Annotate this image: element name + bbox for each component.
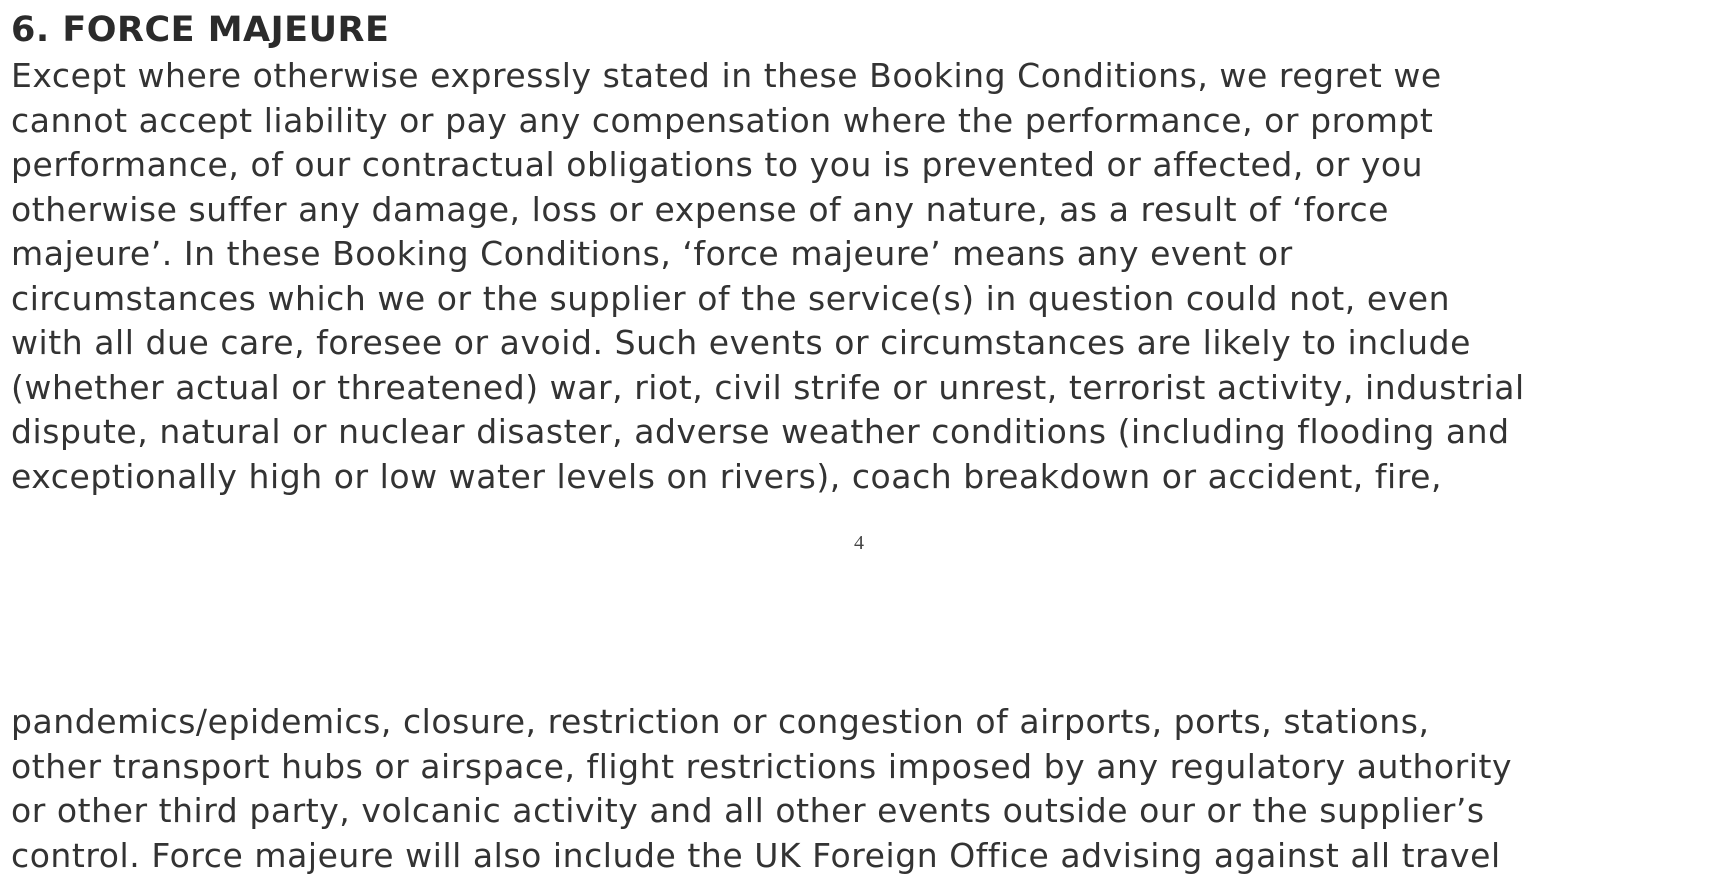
paragraph-line: performance, of our contractual obligations to you is prevented or affected, or you xyxy=(11,143,1721,188)
paragraph-before-page-break xyxy=(11,54,1721,499)
paragraph-after-page-break xyxy=(11,700,1721,878)
paragraph-line: other transport hubs or airspace, flight restrictions imposed by any regulatory authority xyxy=(11,745,1721,790)
paragraph-line: otherwise suffer any damage, loss or expense of any nature, as a result of ‘force xyxy=(11,188,1721,233)
paragraph-line: pandemics/epidemics, closure, restriction or congestion of airports, ports, stations, xyxy=(11,700,1721,745)
paragraph-line: with all due care, foresee or avoid. Such events or circumstances are likely to include xyxy=(11,321,1721,366)
paragraph-line: exceptionally high or low water levels on rivers), coach breakdown or accident, fire, xyxy=(11,455,1721,500)
paragraph-line: (whether actual or threatened) war, riot, civil strife or unrest, terrorist activity, industrial xyxy=(11,366,1721,411)
paragraph-line: cannot accept liability or pay any compensation where the performance, or prompt xyxy=(11,99,1721,144)
paragraph-line: circumstances which we or the supplier of the service(s) in question could not, even xyxy=(11,277,1721,322)
paragraph-line: dispute, natural or nuclear disaster, adverse weather conditions (including flooding and xyxy=(11,410,1721,455)
paragraph-line: control. Force majeure will also include the UK Foreign Office advising against all travel xyxy=(11,834,1721,878)
paragraph-line: Except where otherwise expressly stated in these Booking Conditions, we regret we xyxy=(11,54,1721,99)
section-heading: 6. FORCE MAJEURE xyxy=(11,8,389,52)
paragraph-line: or other third party, volcanic activity and all other events outside our or the supplier’s xyxy=(11,789,1721,834)
page-number xyxy=(0,531,1726,555)
page-number-text: 4 xyxy=(854,532,864,554)
paragraph-line: majeure’. In these Booking Conditions, ‘force majeure’ means any event or xyxy=(11,232,1721,277)
